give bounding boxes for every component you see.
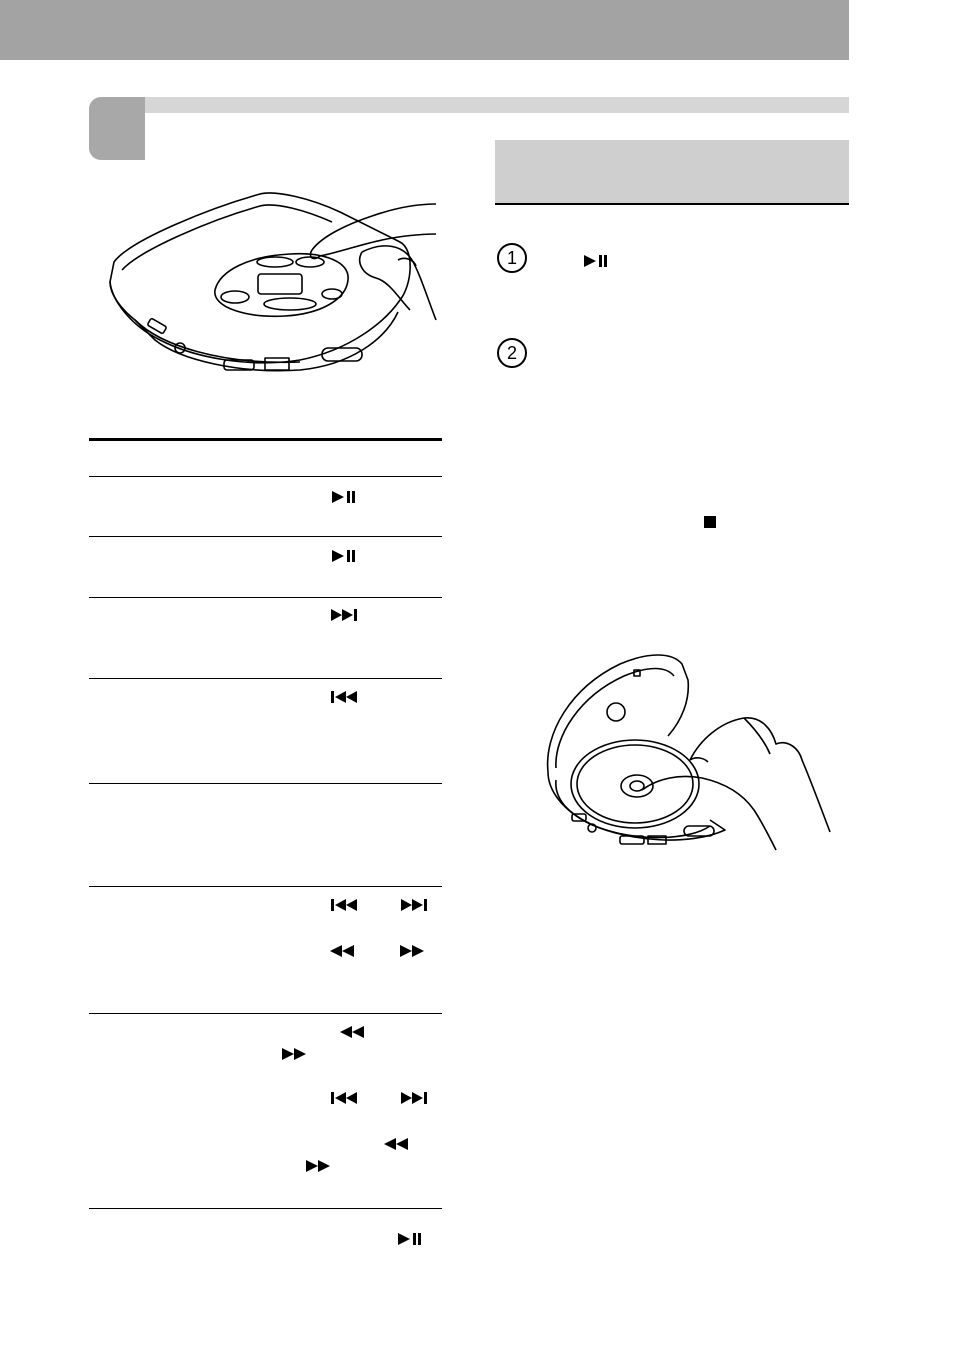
table-row-divider — [89, 1208, 442, 1209]
play-pause-icon — [394, 1232, 428, 1246]
next-track-icon — [328, 608, 362, 622]
step-1-number: 1 — [497, 243, 527, 273]
table-row-divider — [89, 783, 442, 784]
rewind-icon — [326, 944, 360, 958]
step-2-number: 2 — [497, 338, 527, 368]
table-row-divider — [89, 1013, 442, 1014]
cd-player-inserting-disc-illustration — [540, 650, 840, 855]
table-row-divider — [89, 476, 442, 477]
procedure-heading-box — [495, 140, 849, 203]
fast-forward-icon — [396, 944, 430, 958]
procedure-heading-underline — [495, 203, 849, 205]
section-heading-rule — [145, 97, 849, 113]
rewind-icon — [380, 1137, 414, 1151]
previous-track-icon — [328, 690, 362, 704]
next-track-icon — [398, 1091, 432, 1105]
previous-track-icon — [328, 1091, 362, 1105]
section-tab-marker — [89, 97, 145, 160]
rewind-icon — [336, 1025, 370, 1039]
play-pause-icon — [328, 490, 362, 504]
table-row-divider — [89, 678, 442, 679]
next-track-icon — [398, 898, 432, 912]
table-row-divider — [89, 886, 442, 887]
stop-icon — [703, 515, 717, 529]
fast-forward-icon — [302, 1159, 336, 1173]
table-top-rule — [89, 438, 442, 441]
cd-player-pressing-button-illustration — [100, 190, 445, 385]
fast-forward-icon — [278, 1047, 312, 1061]
play-pause-icon — [328, 549, 362, 563]
previous-track-icon — [328, 898, 362, 912]
play-pause-icon — [580, 254, 614, 268]
table-row-divider — [89, 536, 442, 537]
table-row-divider — [89, 597, 442, 598]
top-header-band — [0, 0, 849, 60]
